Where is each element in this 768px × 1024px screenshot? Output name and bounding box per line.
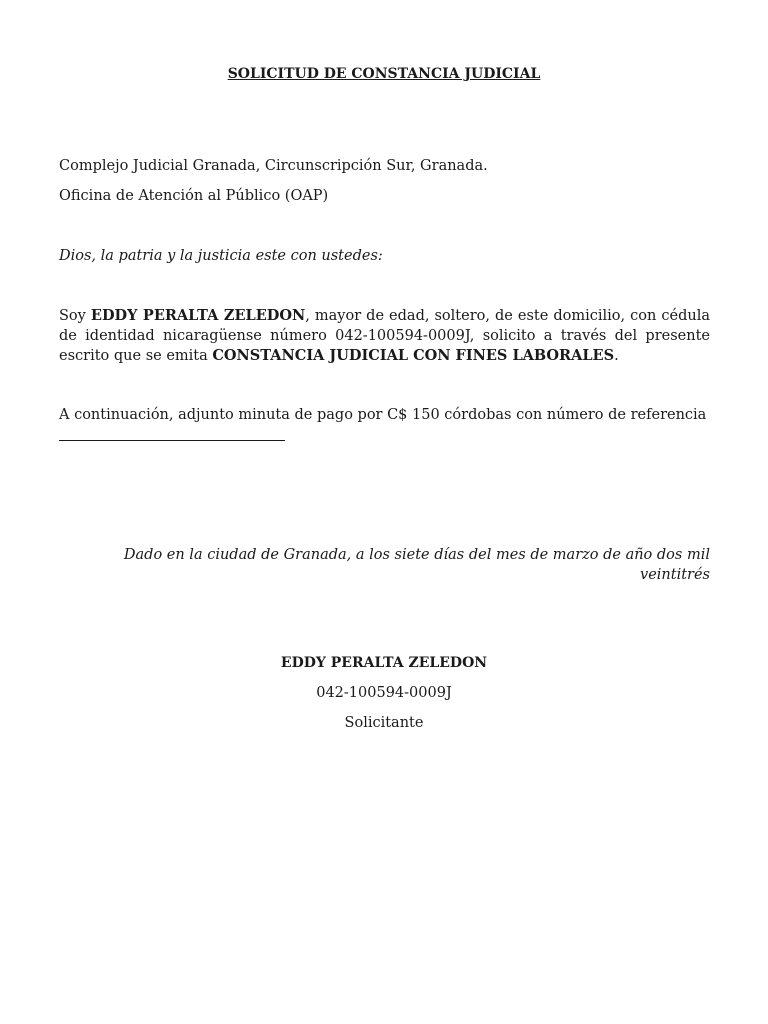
signature-role: Solicitante [344,715,424,731]
body-intro: Soy [59,308,91,324]
signature-id-number: 042-100594-0009J [316,685,452,701]
dated-line-2: veintitrés [640,567,710,583]
body-middle: , mayor de edad, soltero, de este domicilio, con cédula de identidad nicaragüense número 042-100594-0009J, solicito a través del presente escrito que se emita [59,308,710,364]
dated-statement [59,545,710,585]
address-line-1: Complejo Judicial Granada, Circunscripción Sur, Granada. [59,158,488,174]
greeting: Dios, la patria y la justicia este con ustedes: [59,248,383,264]
reference-blank-line [59,440,285,441]
document-title: SOLICITUD DE CONSTANCIA JUDICIAL [227,66,541,82]
payment-text: A continuación, adjunto minuta de pago por C$ 150 córdobas con número de referencia [59,407,707,423]
applicant-name: EDDY PERALTA ZELEDON [90,307,306,324]
request-type: CONSTANCIA JUDICIAL CON FINES LABORALES [212,347,615,364]
address-line-2: Oficina de Atención al Público (OAP) [59,188,329,204]
request-paragraph [59,306,710,366]
signature-name: EDDY PERALTA ZELEDON [280,655,488,671]
body-end: . [614,348,619,364]
dated-line-1: Dado en la ciudad de Granada, a los siete días del mes de marzo de año dos mil [123,547,710,563]
